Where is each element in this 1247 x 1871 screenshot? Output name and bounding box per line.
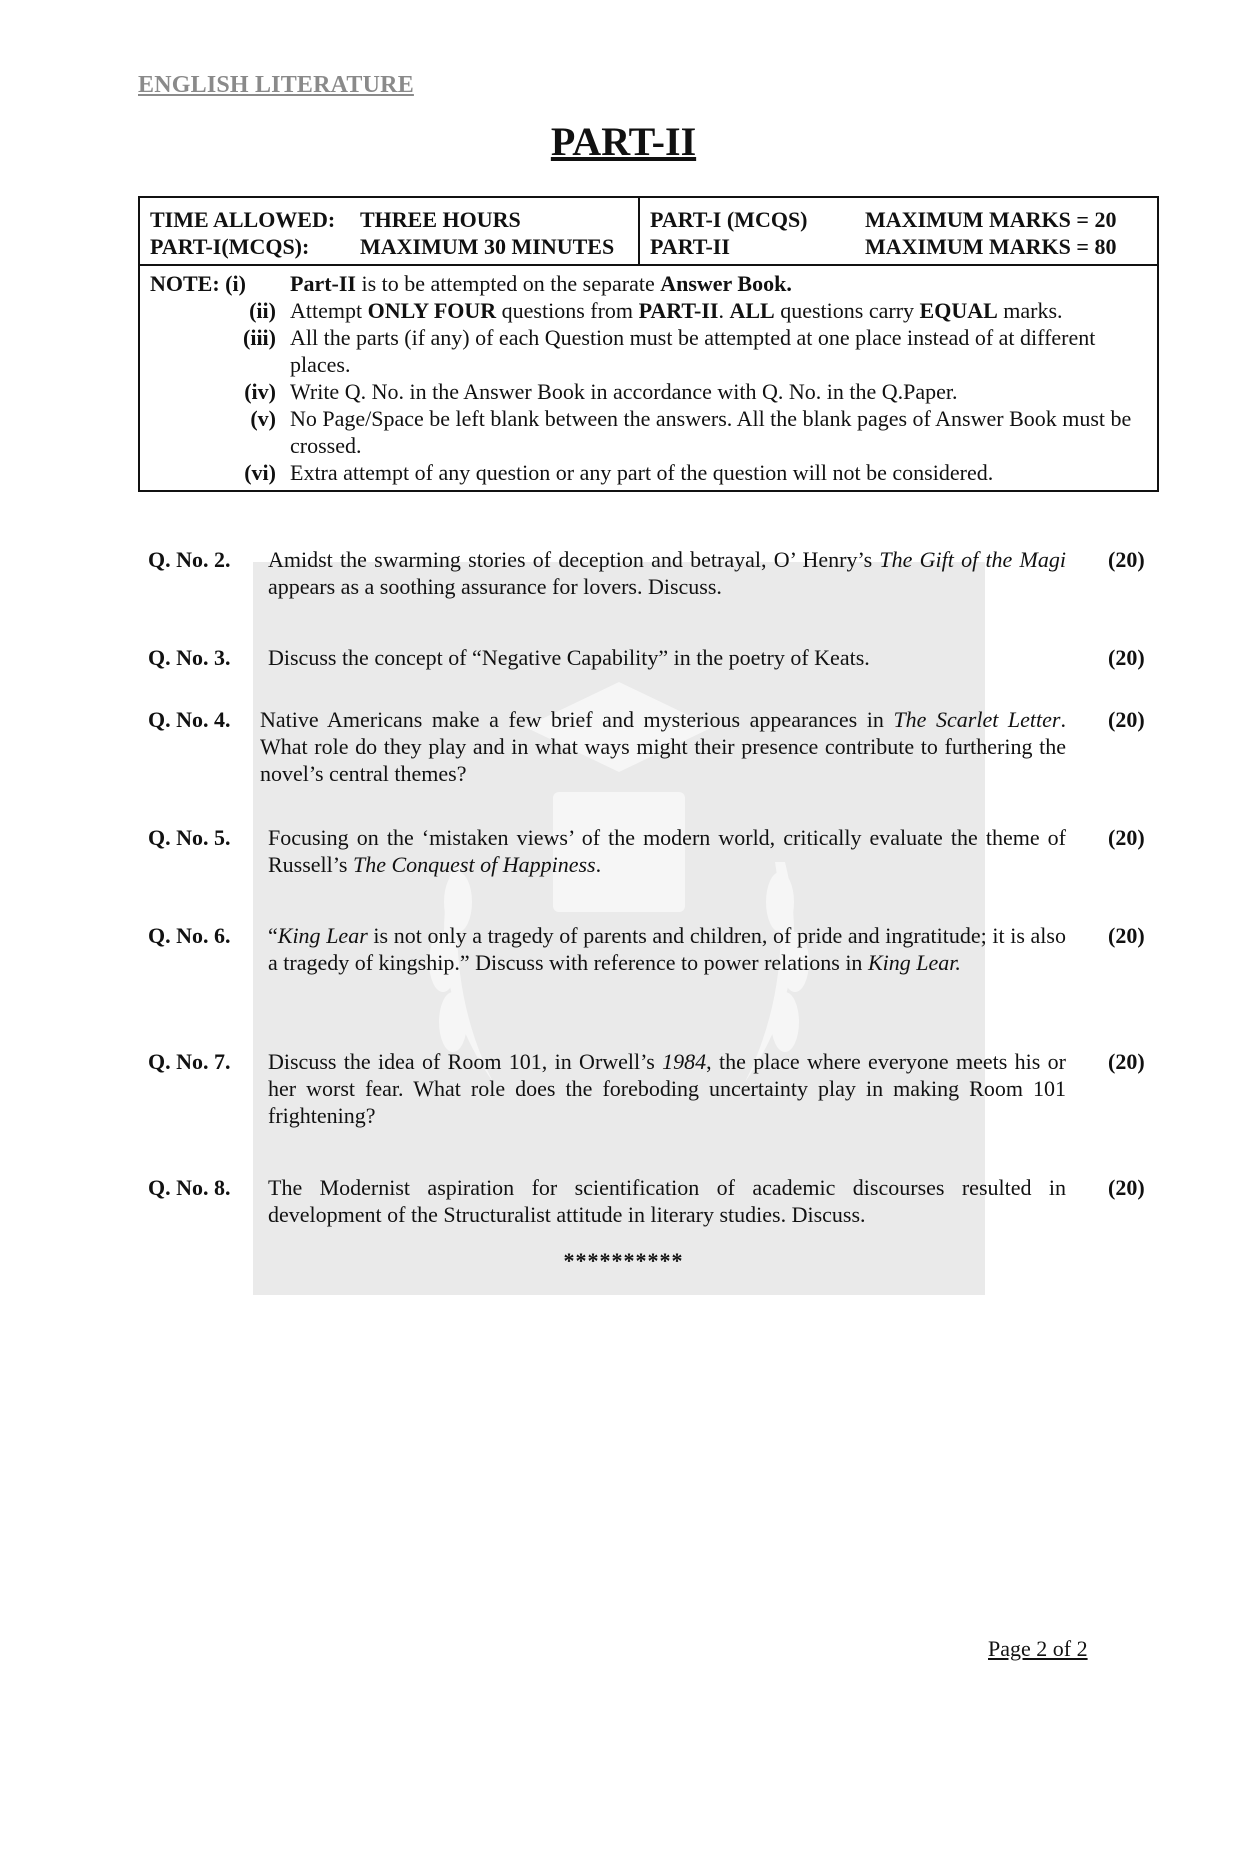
question-number: Q. No. 6. [148,923,231,948]
subject-title: ENGLISH LITERATURE [138,72,414,98]
question-text: The Modernist aspiration for scientification of academic discourses resulted in development of the Structuralist attitude in literary studies. Discuss. [268,1175,1066,1227]
note-text: Attempt ONLY FOUR questions from PART-II. ALL questions carry EQUAL marks. [290,298,1063,323]
note-item [150,405,1149,459]
time-cell [140,198,640,264]
end-marker: ********** [563,1248,684,1273]
time-allowed-label: TIME ALLOWED: [150,207,336,232]
part1-marks: MAXIMUM MARKS = 20 [865,207,1117,232]
question-marks: (20) [1108,645,1145,670]
mcq-time-value: MAXIMUM 30 MINUTES [360,234,615,259]
time-allowed-value: THREE HOURS [360,207,521,232]
instructions-box [138,196,1159,492]
question-marks: (20) [1108,825,1145,850]
note-number: NOTE: (i) [150,271,246,296]
note-text: Write Q. No. in the Answer Book in accordance with Q. No. in the Q.Paper. [290,379,958,404]
note-item [150,297,1149,324]
question-number: Q. No. 2. [148,547,231,572]
question-text: Focusing on the ‘mistaken views’ of the modern world, critically evaluate the theme of Russell’s The Conquest of Happiness. [268,825,1066,877]
note-number: (iii) [243,325,276,350]
note-number: (v) [250,406,276,431]
note-text: Part-II is to be attempted on the separate Answer Book. [290,271,792,296]
question-number: Q. No. 3. [148,645,231,670]
question-number: Q. No. 5. [148,825,231,850]
question-text: “King Lear is not only a tragedy of parents and children, of pride and ingratitude; it is also a tragedy of kingship.” Discuss with reference to power relations in King Lear. [268,923,1066,975]
note-number: (iv) [244,379,276,404]
note-number: (ii) [249,298,276,323]
note-item [150,324,1149,378]
notes-section [140,266,1157,490]
note-item [150,378,1149,405]
note-item [150,459,1149,486]
question-number: Q. No. 8. [148,1175,231,1200]
part-title: PART-II [550,119,697,164]
part1-label: PART-I (MCQS) [650,207,808,232]
question-marks: (20) [1108,1049,1145,1074]
marks-cell [640,198,1157,264]
question-text: Discuss the concept of “Negative Capability” in the poetry of Keats. [268,645,870,670]
note-text: No Page/Space be left blank between the answers. All the blank pages of Answer Book must be crossed. [290,406,1132,458]
question-marks: (20) [1108,707,1145,732]
question-marks: (20) [1108,547,1145,572]
note-item [150,270,1149,297]
note-text: Extra attempt of any question or any part of the question will not be considered. [290,460,994,485]
question-text: Amidst the swarming stories of deception and betrayal, O’ Henry’s The Gift of the Magi appears as a soothing assurance for lovers. Discuss. [268,547,1066,599]
time-marks-table [140,198,1157,266]
page-number: Page 2 of 2 [988,1636,1088,1661]
note-number: (vi) [244,460,276,485]
question-text: Discuss the idea of Room 101, in Orwell’s 1984, the place where everyone meets his or her worst fear. What role does the foreboding uncertainty play in making Room 101 frightening? [268,1049,1066,1128]
note-text: All the parts (if any) of each Question must be attempted at one place instead of at different places. [290,325,1096,377]
part2-marks: MAXIMUM MARKS = 80 [865,234,1117,259]
mcq-time-label: PART-I(MCQS): [150,234,310,259]
question-marks: (20) [1108,1175,1145,1200]
question-number: Q. No. 7. [148,1049,231,1074]
question-number: Q. No. 4. [148,707,231,732]
question-text: Native Americans make a few brief and mysterious appearances in The Scarlet Letter. What role do they play and in what ways might their presence contribute to furthering the novel’s central themes? [260,707,1066,786]
question-marks: (20) [1108,923,1145,948]
part2-label: PART-II [650,234,730,259]
